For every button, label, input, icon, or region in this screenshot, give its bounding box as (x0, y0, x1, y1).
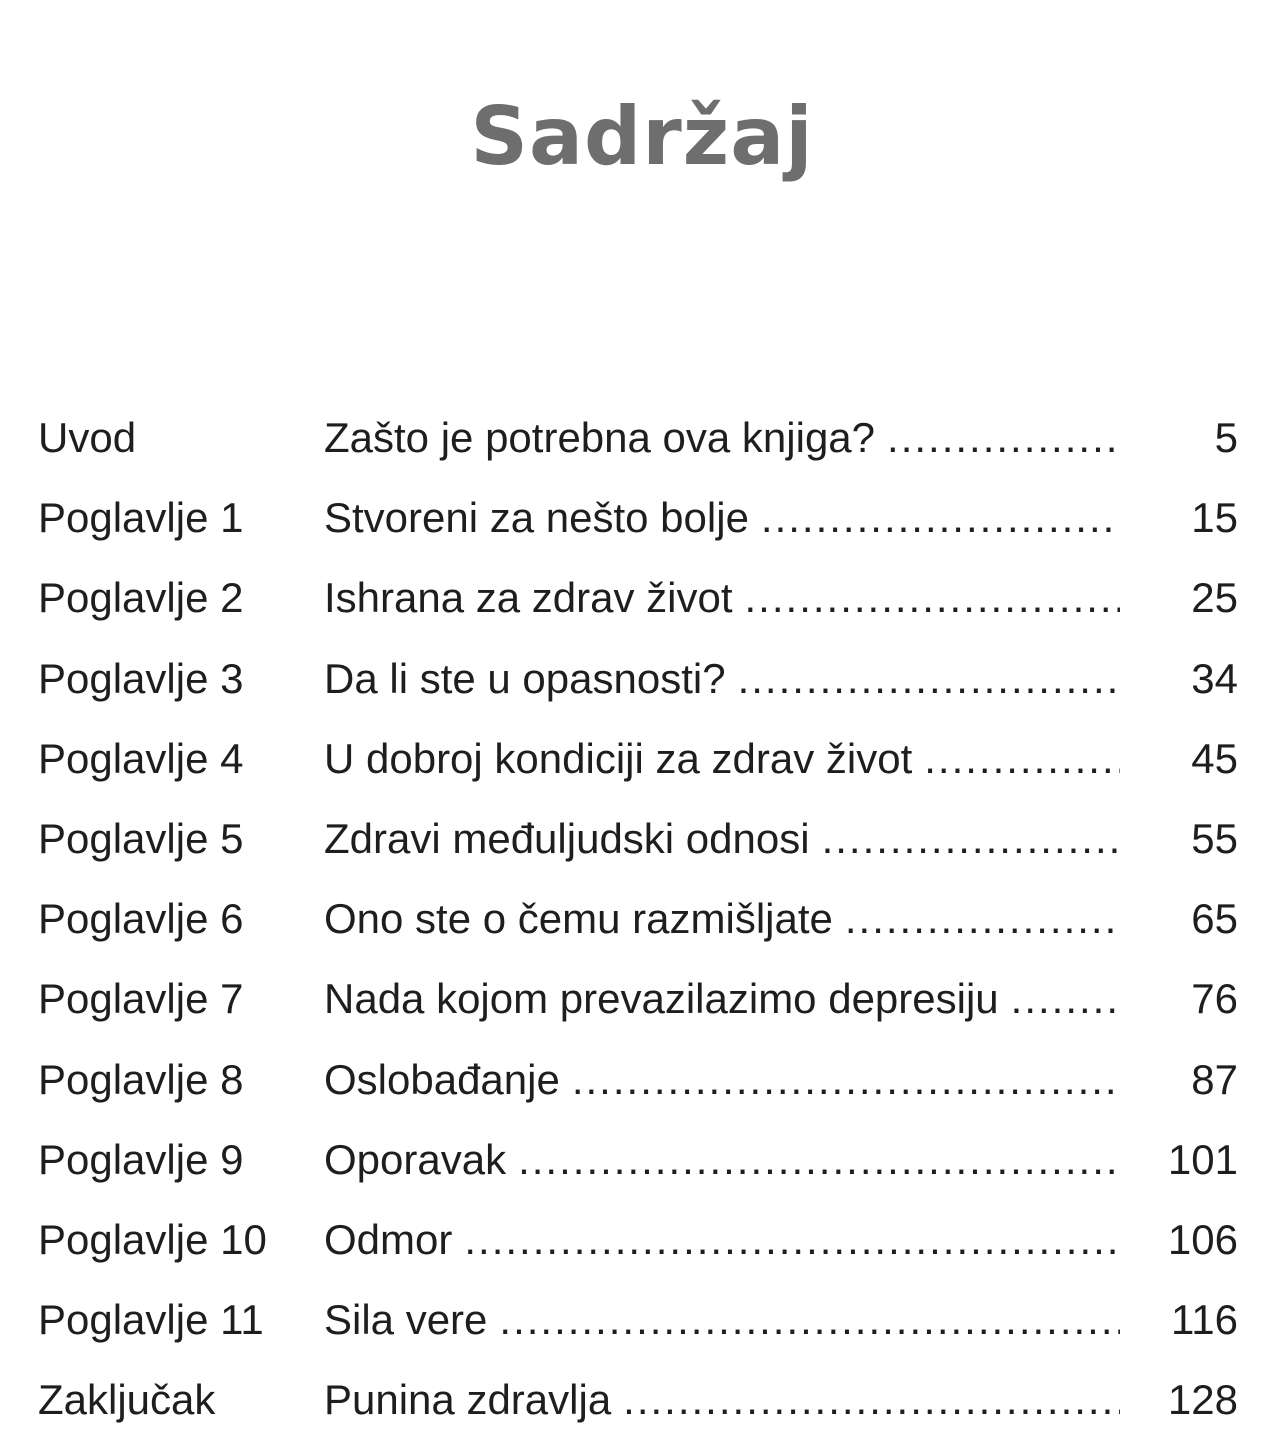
chapter-title-cell (324, 1120, 1120, 1200)
toc-entry[interactable] (38, 1360, 1238, 1440)
chapter-label: Uvod (38, 414, 137, 461)
toc-entry[interactable] (38, 1120, 1238, 1200)
chapter-title-cell (324, 558, 1120, 638)
page-number: 106 (1167, 1215, 1238, 1263)
page-number: 116 (1171, 1296, 1238, 1344)
table-of-contents (38, 398, 1238, 1440)
chapter-title-cell (324, 1040, 1120, 1120)
chapter-label: Poglavlje 4 (38, 734, 244, 782)
dot-leader (738, 639, 1120, 719)
toc-entry[interactable] (38, 1280, 1238, 1360)
page-number: 45 (1191, 734, 1238, 782)
page-number: 128 (1167, 1376, 1238, 1424)
chapter-title-cell (324, 398, 1120, 478)
dot-leader (464, 1200, 1120, 1280)
page-number: 15 (1191, 494, 1238, 542)
chapter-title-cell (324, 1200, 1120, 1280)
dot-leader (924, 719, 1120, 799)
toc-entry[interactable] (38, 398, 1238, 478)
toc-entry[interactable] (38, 719, 1238, 799)
chapter-label: Poglavlje 11 (38, 1296, 264, 1344)
chapter-title: Odmor (324, 1200, 464, 1280)
toc-entry[interactable] (38, 1200, 1238, 1280)
page-number: 101 (1167, 1135, 1238, 1183)
page-number: 5 (1214, 414, 1238, 461)
page-number: 55 (1191, 814, 1238, 862)
page-title: Sadržaj (470, 89, 814, 183)
toc-entry[interactable] (38, 639, 1238, 719)
page-number: 25 (1191, 574, 1238, 622)
chapter-title: Ono ste o čemu razmišljate (324, 879, 845, 959)
chapter-title-cell (324, 639, 1120, 719)
chapter-label: Poglavlje 3 (38, 654, 244, 702)
chapter-title: Stvoreni za nešto bolje (324, 478, 761, 558)
toc-entry[interactable] (38, 879, 1238, 959)
chapter-title: Nada kojom prevazilazimo depresiju (324, 959, 1011, 1039)
chapter-title: Punina zdravlja (324, 1360, 623, 1440)
chapter-title: U dobroj kondiciji za zdrav život (324, 719, 924, 799)
chapter-title: Oporavak (324, 1120, 518, 1200)
chapter-label: Poglavlje 8 (38, 1055, 244, 1103)
dot-leader (623, 1360, 1120, 1440)
toc-entry[interactable] (38, 959, 1238, 1039)
toc-entry[interactable] (38, 799, 1238, 879)
chapter-label: Poglavlje 10 (38, 1215, 267, 1263)
chapter-title-cell (324, 1280, 1120, 1360)
dot-leader (845, 879, 1120, 959)
chapter-title: Ishrana za zdrav život (324, 558, 745, 638)
toc-entry[interactable] (38, 1040, 1238, 1120)
chapter-label: Zaključak (38, 1376, 216, 1424)
page-number: 34 (1191, 654, 1238, 702)
dot-leader (499, 1280, 1120, 1360)
chapter-label: Poglavlje 5 (38, 814, 244, 862)
chapter-title: Oslobađanje (324, 1040, 572, 1120)
chapter-label: Poglavlje 1 (38, 494, 244, 542)
toc-entry[interactable] (38, 558, 1238, 638)
chapter-title-cell (324, 879, 1120, 959)
page-number: 87 (1191, 1055, 1238, 1103)
dot-leader (745, 558, 1120, 638)
chapter-title-cell (324, 799, 1120, 879)
chapter-label: Poglavlje 2 (38, 574, 244, 622)
dot-leader (761, 478, 1120, 558)
page-number: 65 (1191, 895, 1238, 943)
chapter-title: Zdravi međuljudski odnosi (324, 799, 822, 879)
dot-leader (518, 1120, 1120, 1200)
chapter-title-cell (324, 959, 1120, 1039)
chapter-title-cell (324, 719, 1120, 799)
chapter-title: Sila vere (324, 1280, 499, 1360)
chapter-label: Poglavlje 7 (38, 975, 244, 1023)
chapter-label: Poglavlje 6 (38, 895, 244, 943)
toc-entry[interactable] (38, 478, 1238, 558)
dot-leader (1011, 959, 1120, 1039)
dot-leader (822, 799, 1120, 879)
chapter-label: Poglavlje 9 (38, 1135, 244, 1183)
chapter-title-cell (324, 478, 1120, 558)
dot-leader (887, 398, 1120, 478)
chapter-title: Da li ste u opasnosti? (324, 639, 738, 719)
dot-leader (572, 1040, 1120, 1120)
page-number: 76 (1191, 975, 1238, 1023)
chapter-title: Zašto je potrebna ova knjiga? (324, 398, 887, 478)
chapter-title-cell (324, 1360, 1120, 1440)
